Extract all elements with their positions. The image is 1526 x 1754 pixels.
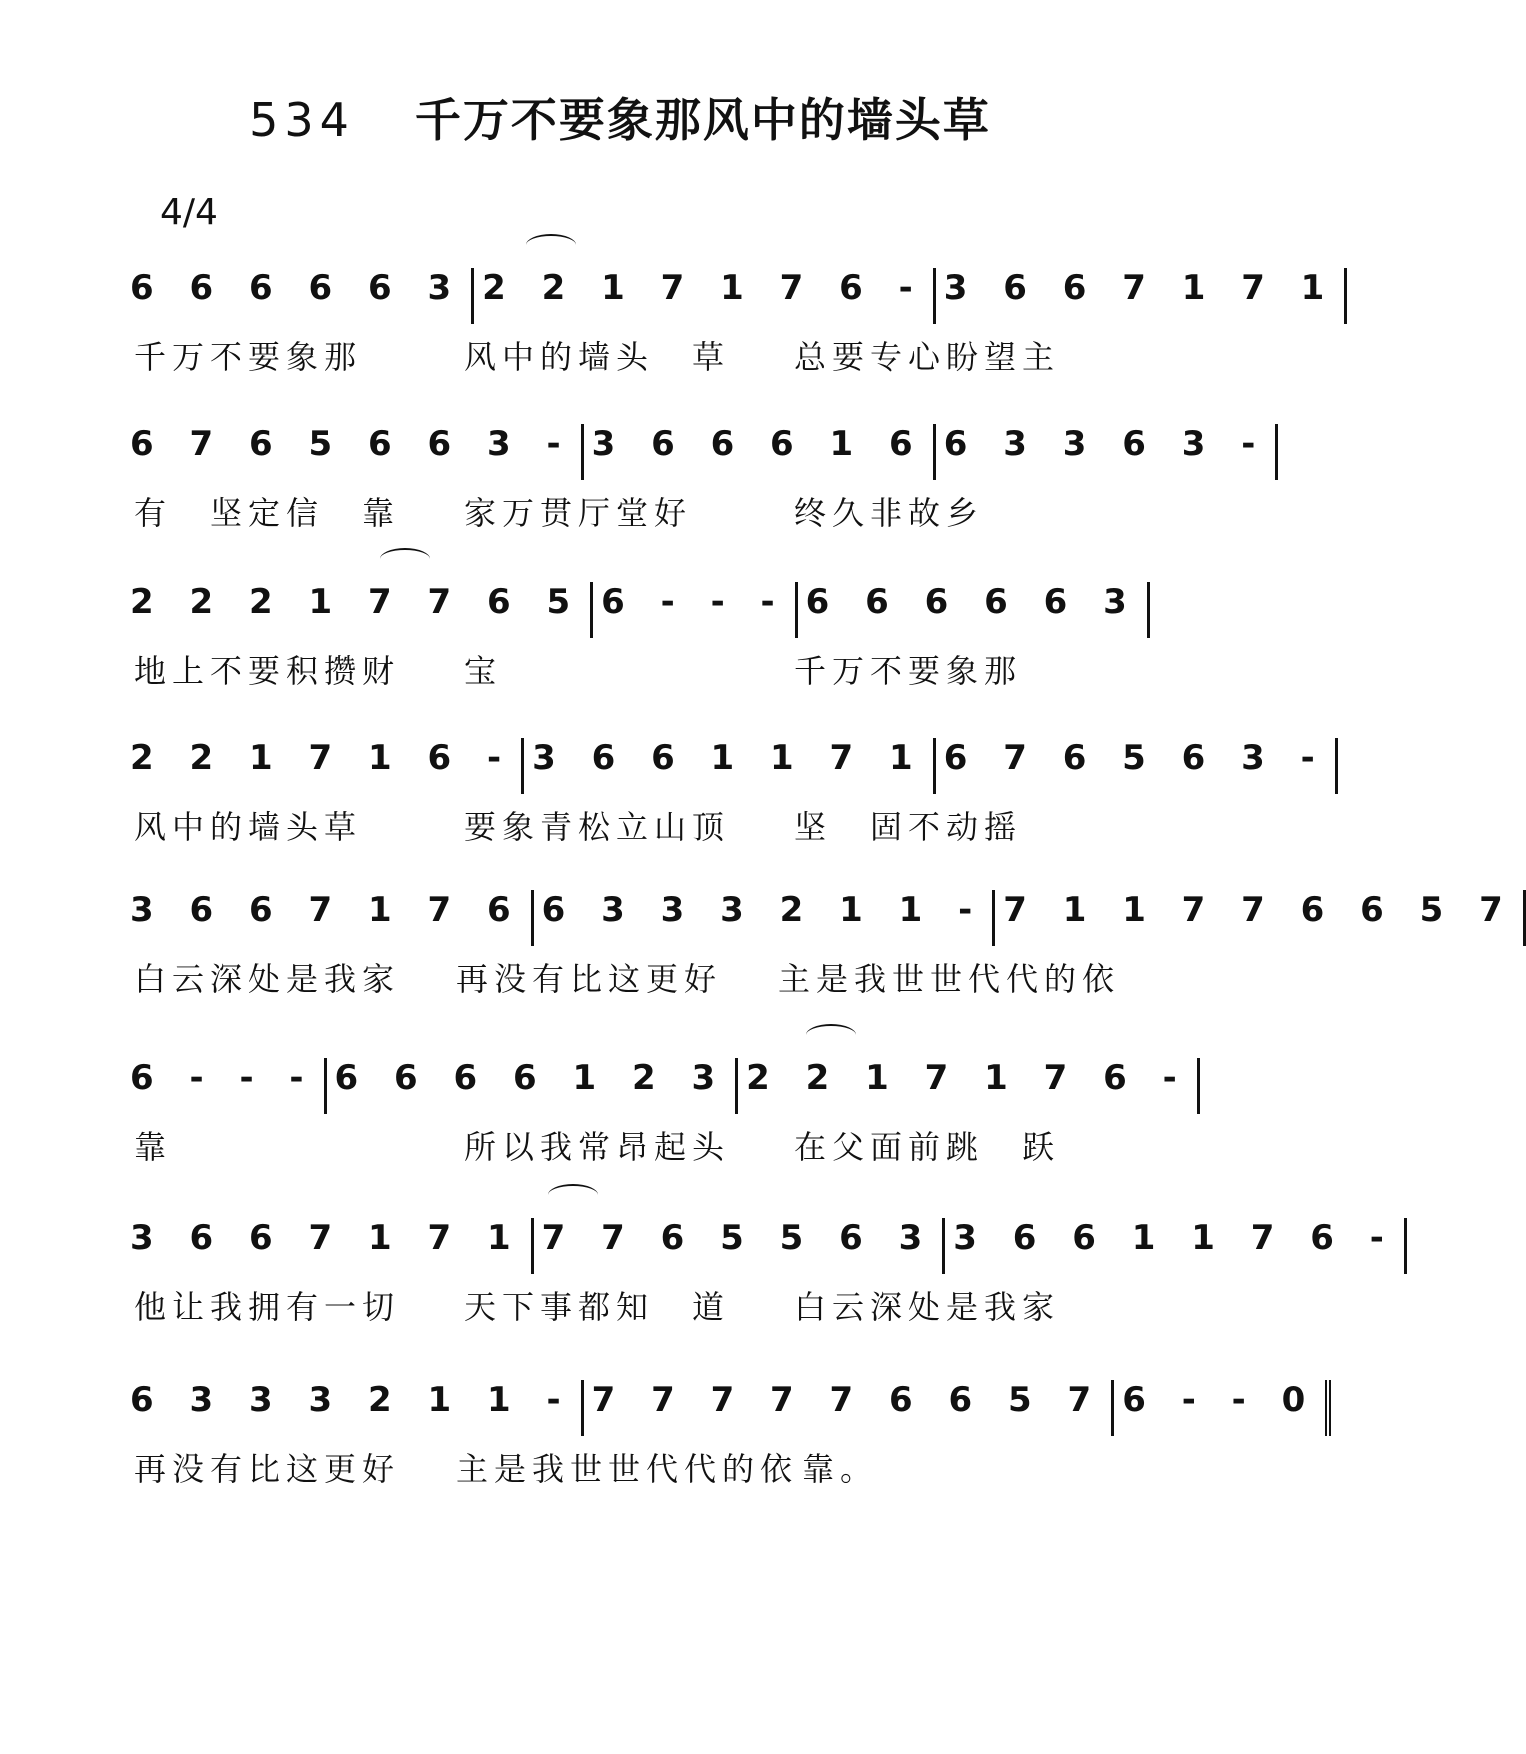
measure-notes: 3 6 6 7 1 7 1 <box>130 1218 523 1258</box>
lyrics-line <box>130 1282 1120 1332</box>
measure-notes: 6 - - - <box>601 582 787 622</box>
lyric-phrase: 再没有比这更好 <box>134 1450 401 1488</box>
measure-notes: 3 6 6 6 1 6 <box>591 424 925 464</box>
lyric-phrase: 风中的墙头 草 <box>464 338 731 376</box>
slur-mark <box>526 234 576 256</box>
measure <box>324 1058 736 1114</box>
measure-notes: 6 6 6 6 6 3 <box>130 268 464 308</box>
measure-notes: 6 7 6 5 6 3 - <box>943 738 1327 778</box>
lyric-phrase: 所以我常昂起头 <box>464 1128 731 1166</box>
slur-mark <box>548 1184 598 1206</box>
measure-notes: 7 7 6 5 5 6 3 <box>541 1218 935 1258</box>
lyric-phrase: 再没有比这更好 <box>456 960 723 998</box>
notation-line <box>130 268 1337 338</box>
measure <box>130 582 590 638</box>
measure-notes: 6 - - 0 <box>1122 1380 1318 1420</box>
score-system <box>130 1380 1318 1520</box>
lyric-phrase: 白云深处是我家 <box>134 960 401 998</box>
song-title-text: 千万不要象那风中的墙头草 <box>414 93 991 147</box>
lyrics-line <box>130 488 1120 538</box>
measure-notes: 6 - - - <box>130 1058 316 1098</box>
lyric-phrase: 靠 <box>134 1128 173 1166</box>
measure <box>531 890 993 946</box>
measure <box>531 1218 943 1274</box>
measure-notes: 3 6 6 7 1 7 6 <box>130 890 523 930</box>
measure-notes: 2 2 2 1 7 7 6 5 <box>130 582 583 622</box>
measure-notes: 6 3 3 3 2 1 1 - <box>541 890 985 930</box>
measure <box>1111 1380 1331 1436</box>
lyric-phrase: 千万不要象那 <box>794 652 1023 690</box>
score-system <box>130 1218 1396 1358</box>
notation-line <box>130 582 1139 652</box>
measure <box>933 268 1348 324</box>
lyric-phrase: 主是我世世代代的依 <box>456 1450 799 1488</box>
measure <box>942 1218 1407 1274</box>
song-number: 534 <box>249 93 355 147</box>
measure <box>471 268 933 324</box>
notation-line <box>130 738 1327 808</box>
score-system <box>130 1058 1189 1198</box>
measure <box>795 582 1150 638</box>
measure-notes: 6 6 6 6 1 2 3 <box>334 1058 728 1098</box>
measure-notes: 6 6 6 6 6 3 <box>805 582 1139 622</box>
lyric-phrase: 天下事都知 道 <box>464 1288 731 1326</box>
lyric-phrase: 白云深处是我家 <box>794 1288 1061 1326</box>
lyric-phrase: 风中的墙头草 <box>134 808 363 846</box>
measure <box>735 1058 1200 1114</box>
measure-notes: 2 2 1 7 1 7 6 - <box>746 1058 1189 1098</box>
measure-notes: 6 3 3 3 2 1 1 - <box>130 1380 573 1420</box>
song-title <box>0 84 1240 150</box>
lyric-phrase: 有 坚定信 靠 <box>134 494 401 532</box>
score-system <box>130 738 1327 878</box>
measure <box>130 268 471 324</box>
measure <box>581 424 933 480</box>
slur-mark <box>380 548 430 570</box>
lyric-phrase: 总要专心盼望主 <box>794 338 1061 376</box>
measure <box>130 890 531 946</box>
lyrics-line <box>130 646 1120 696</box>
lyrics-line <box>130 1122 1120 1172</box>
measure <box>590 582 795 638</box>
measure-notes: 6 7 6 5 6 6 3 - <box>130 424 573 464</box>
measure <box>130 424 581 480</box>
lyric-phrase: 终久非故乡 <box>794 494 985 532</box>
measure <box>130 738 521 794</box>
measure-notes: 3 6 6 1 1 7 1 <box>532 738 925 778</box>
measure <box>933 738 1338 794</box>
notation-line <box>130 1380 1318 1450</box>
score-system <box>130 582 1139 722</box>
lyric-phrase: 主是我世世代代的依 <box>778 960 1121 998</box>
measure-notes: 3 6 6 1 1 7 6 - <box>953 1218 1396 1258</box>
measure <box>130 1058 324 1114</box>
measure <box>130 1218 531 1274</box>
lyric-phrase: 靠。 <box>802 1450 879 1488</box>
lyric-phrase: 坚 固不动摇 <box>794 808 1023 846</box>
lyrics-line <box>130 1444 1120 1494</box>
notation-line <box>130 1058 1189 1128</box>
slur-mark <box>806 1024 856 1046</box>
lyrics-line <box>130 802 1120 852</box>
measure <box>521 738 933 794</box>
score-system <box>130 890 1515 1030</box>
measure <box>992 890 1526 946</box>
measure <box>130 1380 581 1436</box>
score-system <box>130 424 1268 564</box>
lyric-phrase: 千万不要象那 <box>134 338 363 376</box>
time-signature: 4/4 <box>160 192 218 233</box>
lyric-phrase: 要象青松立山顶 <box>464 808 731 846</box>
measure-notes: 7 1 1 7 7 6 6 5 7 <box>1003 890 1515 930</box>
lyric-phrase: 在父面前跳 跃 <box>794 1128 1061 1166</box>
lyric-phrase: 他让我拥有一切 <box>134 1288 401 1326</box>
lyric-phrase: 地上不要积攒财 <box>134 652 401 690</box>
notation-line <box>130 424 1268 494</box>
lyrics-line <box>130 332 1120 382</box>
notation-line <box>130 1218 1396 1288</box>
measure <box>581 1380 1112 1436</box>
lyric-phrase: 家万贯厅堂好 <box>464 494 693 532</box>
measure-notes: 6 3 3 6 3 - <box>943 424 1268 464</box>
measure-notes: 2 2 1 7 1 6 - <box>130 738 514 778</box>
notation-line <box>130 890 1515 960</box>
score-system <box>130 268 1337 408</box>
measure-notes: 2 2 1 7 1 7 6 - <box>482 268 925 308</box>
measure-notes: 3 6 6 7 1 7 1 <box>943 268 1337 308</box>
lyrics-line <box>130 954 1120 1004</box>
measure <box>933 424 1279 480</box>
measure-notes: 7 7 7 7 7 6 6 5 7 <box>591 1380 1104 1420</box>
lyric-phrase: 宝 <box>464 652 503 690</box>
